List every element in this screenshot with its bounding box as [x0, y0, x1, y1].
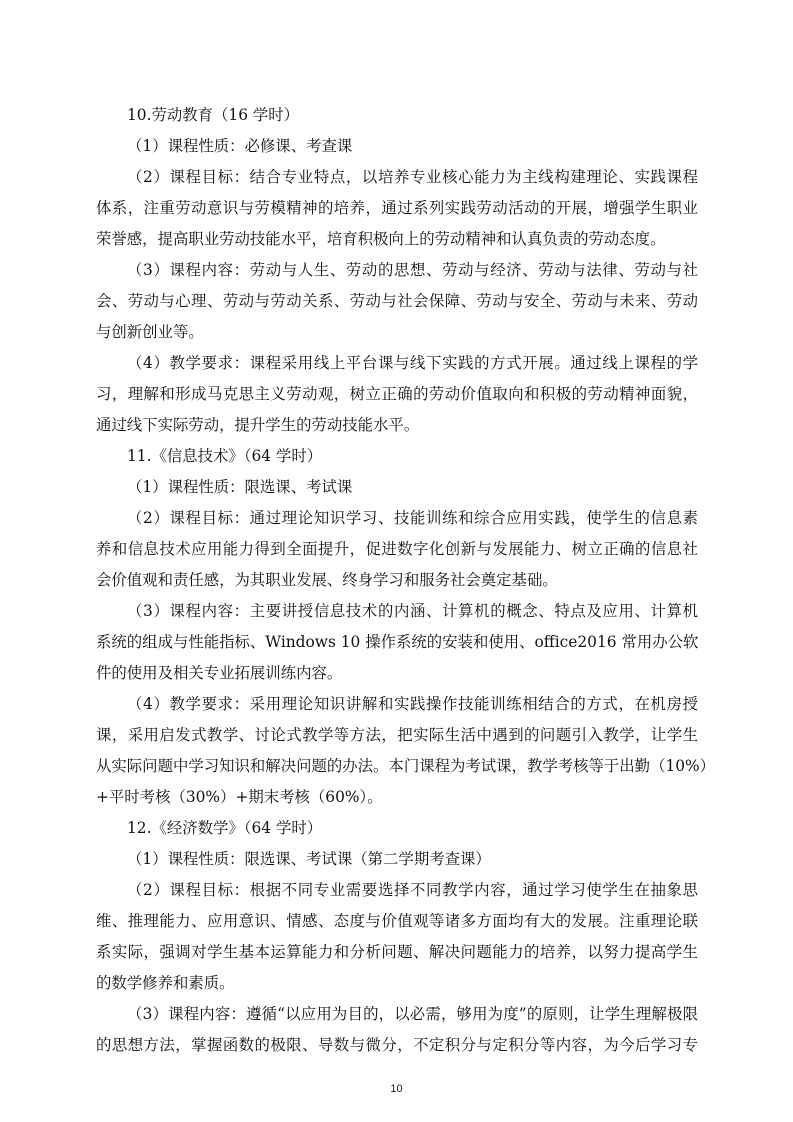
page-number: 10: [390, 1083, 403, 1095]
paragraph-line: 体系，注重劳动意识与劳模精神的培养，通过系列实践劳动活动的开展，增强学生职业: [96, 199, 698, 217]
section-heading-economic-mathematics: 12.《经济数学》（64 学时）: [127, 819, 323, 837]
paragraph-line: （2）课程目标：根据不同专业需要选择不同教学内容，通过学习使学生在抽象思: [127, 881, 698, 899]
paragraph-line: （1）课程性质：必修课、考查课: [127, 137, 353, 155]
paragraph-line: 从实际问题中学习知识和解决问题的办法。本门课程为考试课，教学考核等于出勤（10%）: [96, 757, 716, 775]
paragraph-line: 荣誉感，提高职业劳动技能水平，培育积极向上的劳动精神和认真负责的劳动态度。: [96, 230, 666, 248]
paragraph-line: 与创新创业等。: [96, 323, 204, 341]
paragraph-line: （1）课程性质：限选课、考试课（第二学期考查课）: [127, 850, 491, 868]
paragraph-line: 课，采用启发式教学、讨论式教学等方法，把实际生活中遇到的问题引入教学，让学生: [96, 726, 698, 744]
paragraph-line: （4）教学要求：采用理论知识讲解和实践操作技能训练相结合的方式，在机房授: [127, 695, 698, 713]
paragraph-line: 的数学修养和素质。: [96, 974, 235, 992]
paragraph-line: （2）课程目标：通过理论知识学习、技能训练和综合应用实践，使学生的信息素: [127, 509, 698, 527]
paragraph-line: 养和信息技术应用能力得到全面提升，促进数字化创新与发展能力、树立正确的信息社: [96, 540, 698, 558]
paragraph-line: 件的使用及相关专业拓展训练内容。: [96, 664, 343, 682]
section-heading-labor-education: 10.劳动教育（16 学时）: [127, 106, 300, 124]
paragraph-line: 系统的组成与性能指标、Windows 10 操作系统的安装和使用、office2016 常用办公软: [96, 633, 699, 651]
paragraph-line: （3）课程内容：遵循“以应用为目的，以必需，够用为度”的原则，让学生理解极限: [127, 1005, 698, 1023]
paragraph-line: （3）课程内容：劳动与人生、劳动的思想、劳动与经济、劳动与法律、劳动与社: [127, 261, 698, 279]
section-heading-information-technology: 11.《信息技术》（64 学时）: [127, 447, 323, 465]
paragraph-line: （2）课程目标：结合专业特点，以培养专业核心能力为主线构建理论、实践课程: [127, 168, 698, 186]
paragraph-line: 维、推理能力、应用意识、情感、态度与价值观等诸多方面均有大的发展。注重理论联: [96, 912, 698, 930]
document-body: [96, 100, 716, 1061]
paragraph-line: （1）课程性质：限选课、考试课: [127, 478, 353, 496]
paragraph-line: 的思想方法，掌握函数的极限、导数与微分，不定积分与定积分等内容，为今后学习专: [96, 1036, 698, 1054]
paragraph-line: （4）教学要求：课程采用线上平台课与线下实践的方式开展。通过线上课程的学: [127, 354, 698, 372]
paragraph-line: 系实际，强调对学生基本运算能力和分析问题、解决问题能力的培养，以努力提高学生: [96, 943, 698, 961]
paragraph-line: 会、劳动与心理、劳动与劳动关系、劳动与社会保障、劳动与安全、劳动与未来、劳动: [96, 292, 698, 310]
paragraph-line: 会价值观和责任感，为其职业发展、终身学习和服务社会奠定基础。: [96, 571, 558, 589]
paragraph-line: （3）课程内容：主要讲授信息技术的内涵、计算机的概念、特点及应用、计算机: [127, 602, 698, 620]
paragraph-line: 习，理解和形成马克思主义劳动观，树立正确的劳动价值取向和积极的劳动精神面貌，: [96, 385, 698, 403]
paragraph-line: +平时考核（30%）+期末考核（60%）。: [96, 788, 383, 806]
paragraph-line: 通过线下实际劳动，提升学生的劳动技能水平。: [96, 416, 420, 434]
